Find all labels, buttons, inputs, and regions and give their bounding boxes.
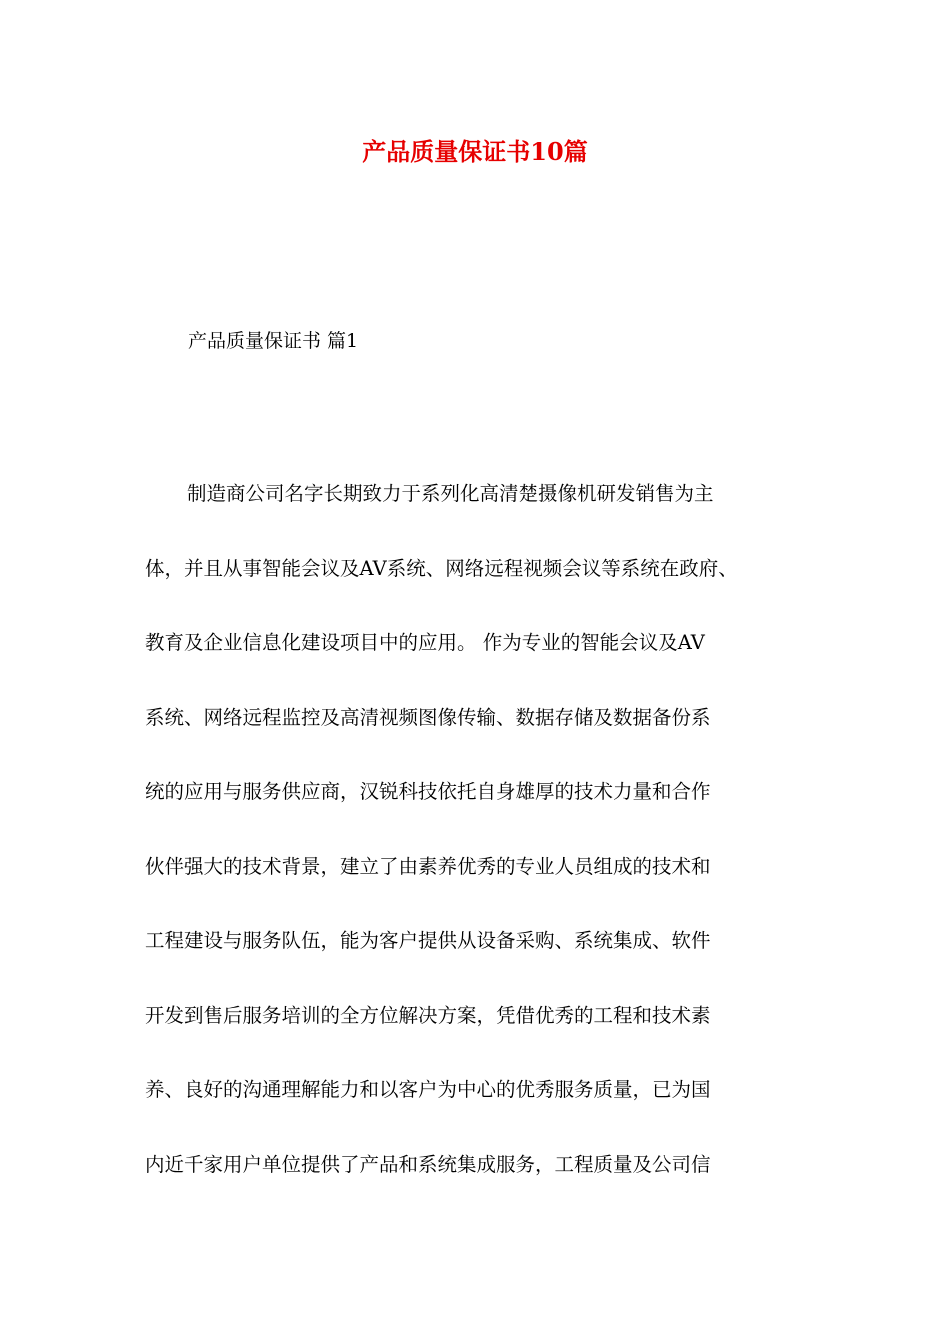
paragraph-line: 伙伴强大的技术背景，建立了由素养优秀的专业人员组成的技术和 (145, 854, 711, 878)
paragraph-line: 制造商公司名字长期致力于系列化高清楚摄像机研发销售为主 (187, 482, 714, 505)
paragraph-line: 体，并且从事智能会议及AV系统、网络远程视频会议等系统在政府、 (145, 556, 738, 580)
paragraph-line: 内近千家用户单位提供了产品和系统集成服务，工程质量及公司信 (145, 1152, 711, 1176)
paragraph-line: 工程建设与服务队伍，能为客户提供从设备采购、系统集成、软件 (145, 929, 711, 952)
document-title: 产品质量保证书10篇 (362, 137, 588, 166)
body-paragraph (145, 474, 815, 1219)
paragraph-line: 养、良好的沟通理解能力和以客户为中心的优秀服务质量，已为国 (145, 1078, 711, 1101)
paragraph-line: 开发到售后服务培训的全方位解决方案，凭借优秀的工程和技术素 (145, 1003, 711, 1027)
paragraph-line: 教育及企业信息化建设项目中的应用。 作为专业的智能会议及AV (145, 631, 705, 654)
paragraph-line: 系统、网络远程监控及高清视频图像传输、数据存储及数据备份系 (145, 705, 711, 729)
paragraph-line: 统的应用与服务供应商，汉锐科技依托自身雄厚的技术力量和合作 (145, 780, 711, 803)
section-heading: 产品质量保证书 篇1 (188, 330, 359, 352)
